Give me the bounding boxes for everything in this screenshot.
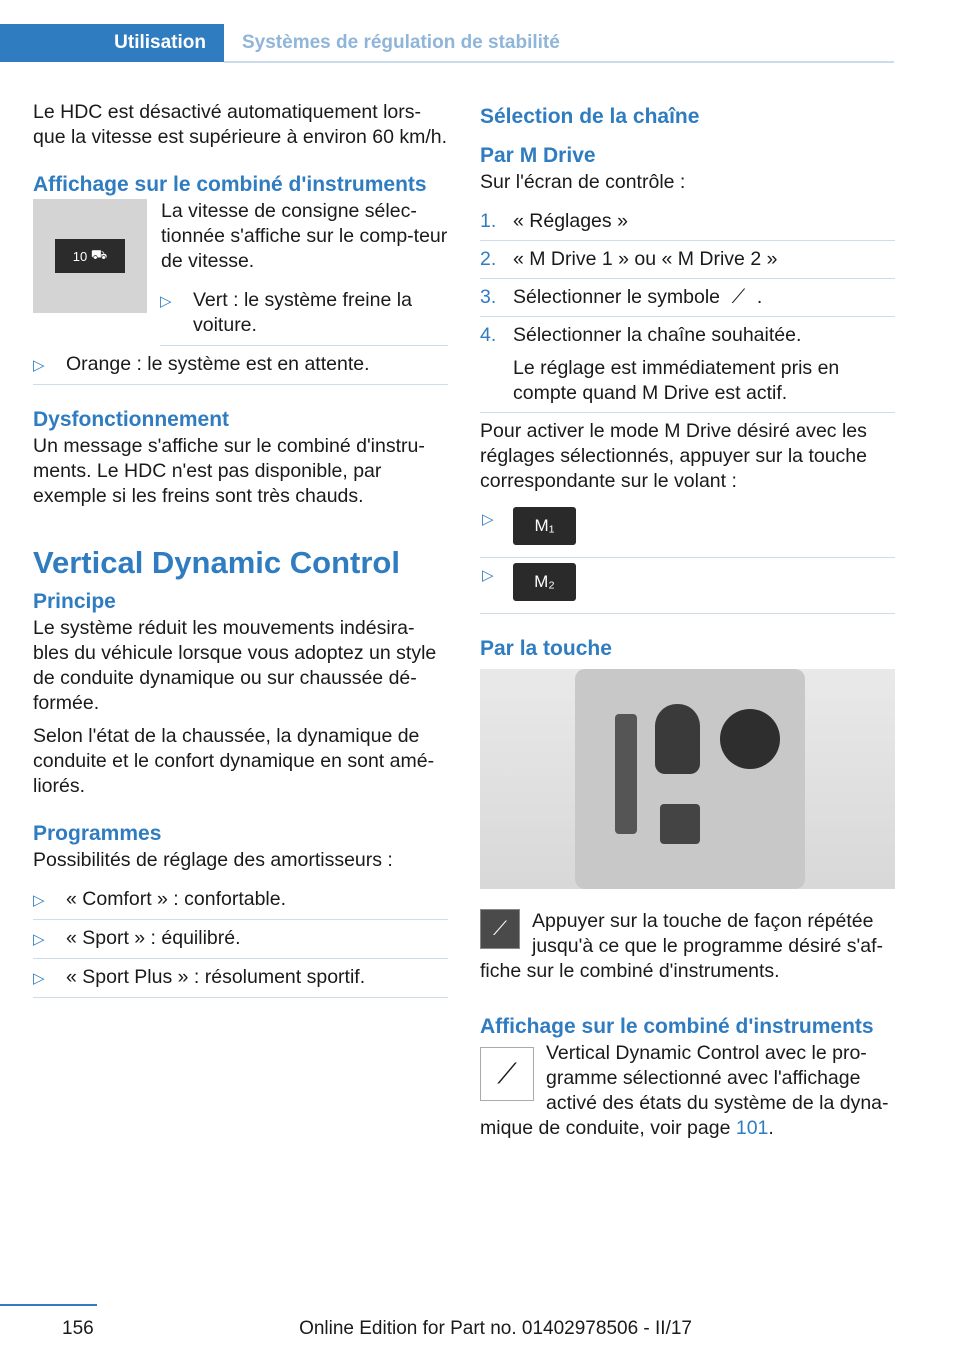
mdrive-intro: Sur l'écran de contrôle : (480, 171, 686, 193)
list-item-text: « Comfort » : confortable. (66, 888, 287, 910)
button-instruction (480, 909, 895, 992)
step-text: « M Drive 1 » ou « M Drive 2 » (513, 248, 778, 270)
list-item-text: Vert : le système freine la voiture. (193, 289, 412, 336)
channel-heading: Sélection de la chaîne (480, 105, 700, 128)
mdrive-button-row (480, 558, 895, 614)
display-text-end: . (768, 1117, 774, 1139)
console-buttons (615, 714, 637, 834)
damper-display-glyph-icon: ⟋ (497, 1057, 517, 1089)
step-subtext: Le réglage est immédiatement pris en compte quand M Drive est actif. (513, 357, 840, 404)
display-list-inner (160, 282, 448, 346)
malfunction-heading: Dysfonctionnement (33, 408, 230, 431)
damper-symbol-icon: ⟋ (731, 286, 746, 308)
controller-knob (720, 709, 780, 769)
principle-text-2: Selon l'état de la chaussée, la dynamique de conduite et le confort dynamique en sont amé-liorés. (33, 725, 435, 797)
footer-divider (0, 1304, 97, 1306)
display-list (33, 346, 448, 385)
step-suffix: . (756, 286, 763, 308)
malfunction-text: Un message s'affiche sur le combiné d'instru-ments. Le HDC n'est pas disponible, par exemple si les freins sont très chauds. (33, 435, 425, 507)
page-number: 156 (62, 1318, 94, 1339)
mdrive-steps (480, 203, 895, 413)
edition-note: Online Edition for Part no. 01402978506 - II/17 (299, 1318, 692, 1339)
display-text: La vitesse de consigne sélec-tionnée s'affiche sur le comp-teur de vitesse. (161, 200, 448, 272)
list-item (33, 959, 448, 998)
mdrive-button-row (480, 502, 895, 558)
step-number: 4. (480, 324, 497, 346)
display-heading: Affichage sur le combiné d'instruments (33, 173, 427, 196)
step-number: 2. (480, 248, 497, 270)
triangle-bullet-icon: ▷ (482, 511, 494, 528)
step-item (480, 203, 895, 241)
step-number: 3. (480, 286, 497, 308)
list-item (33, 346, 448, 385)
mdrive-heading: Par M Drive (480, 144, 596, 167)
button-heading: Par la touche (480, 637, 612, 660)
hdc-deactivated-text: Le HDC est désactivé automatiquement lors-que la vitesse est supérieure à environ 60 km/h. (33, 101, 448, 148)
triangle-bullet-icon: ▷ (482, 567, 494, 584)
programs-intro: Possibilités de réglage des amortisseurs : (33, 849, 393, 871)
button-text: Appuyer sur la touche de façon répétée jusqu'à ce que le programme désiré s'af-fiche sur le combiné d'instruments. (480, 910, 884, 982)
step-text: Sélectionner la chaîne souhaitée. (513, 324, 802, 346)
step-item (480, 279, 895, 317)
step-item (480, 317, 895, 413)
list-item-text: « Sport Plus » : résolument sportif. (66, 966, 366, 988)
list-item-text: « Sport » : équilibré. (66, 927, 241, 949)
damper-button-icon (480, 909, 520, 949)
left-column (33, 100, 448, 998)
list-item (33, 920, 448, 959)
instrument-cluster-image (33, 199, 147, 313)
cluster-screen-label: 10 (72, 248, 88, 264)
console-tunnel (575, 669, 805, 889)
gear-lever (655, 704, 700, 774)
parking-brake-switch (660, 804, 700, 844)
triangle-bullet-icon: ▷ (33, 357, 45, 374)
step-item (480, 241, 895, 279)
damper-display-icon (480, 1047, 534, 1101)
activate-text: Pour activer le mode M Drive désiré avec les réglages sélectionnés, appuyer sur la touche correspondante sur le volant : (480, 420, 867, 492)
step-text: « Réglages » (513, 210, 628, 232)
step-text: Sélectionner le symbole (513, 286, 721, 308)
triangle-bullet-icon: ▷ (33, 970, 45, 987)
list-item-text: Orange : le système est en attente. (66, 353, 370, 375)
programs-list (33, 881, 448, 998)
vdc-heading: Vertical Dynamic Control (33, 545, 400, 580)
programs-heading: Programmes (33, 822, 162, 845)
right-column (480, 100, 895, 1149)
section-tab (0, 24, 224, 62)
display-instruction (480, 1041, 895, 1149)
display-block (33, 199, 448, 346)
chapter-title: Systèmes de régulation de stabilité (242, 32, 560, 53)
section-tab-label: Utilisation (114, 32, 206, 53)
triangle-bullet-icon: ▷ (160, 293, 172, 310)
step-number: 1. (480, 210, 497, 232)
center-console-image (480, 669, 895, 889)
principle-heading: Principe (33, 590, 116, 613)
page-link[interactable]: 101 (735, 1117, 769, 1139)
triangle-bullet-icon: ▷ (33, 892, 45, 909)
damper-glyph-icon: ⟋ (493, 917, 507, 940)
triangle-bullet-icon: ▷ (33, 931, 45, 948)
display-heading-right: Affichage sur le combiné d'instruments (480, 1015, 874, 1038)
list-item (160, 282, 448, 346)
cluster-screen (55, 239, 125, 273)
principle-text-1: Le système réduit les mouvements indésira-bles du véhicule lorsque vous adoptez un style de conduite dynamique ou sur chaussée dé-formée. (33, 617, 437, 714)
m1-button-image: M₁ (513, 507, 576, 545)
m2-button-image: M₂ (513, 563, 576, 601)
hdc-car-icon: ⛟ (90, 247, 108, 262)
list-item (33, 881, 448, 920)
header-divider (224, 61, 894, 63)
display-text-right: Vertical Dynamic Control avec le pro-gramme sélectionné avec l'affichage activé des états du système de la dyna-mique de conduite, voir page (480, 1042, 889, 1139)
